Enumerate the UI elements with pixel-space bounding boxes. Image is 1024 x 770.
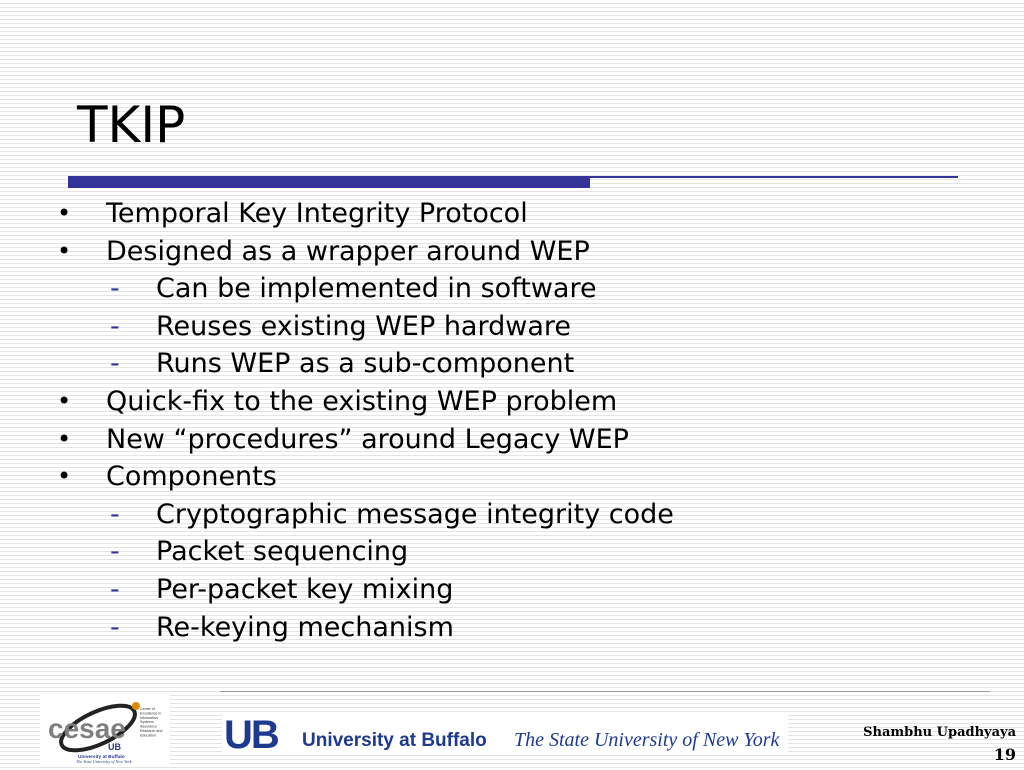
ub-mark: UB	[224, 715, 278, 755]
sub-bullet-item	[0, 571, 1024, 609]
cesae-logo-small-line: Assurance	[140, 724, 157, 729]
bullet-text: Per-packet key mixing	[156, 573, 454, 605]
bullet-list	[0, 195, 1024, 646]
sub-bullet-item	[0, 496, 1024, 534]
cesae-logo-small-line: Systems	[140, 720, 154, 725]
bullet-marker: •	[57, 462, 72, 491]
bullet-marker: •	[57, 424, 72, 453]
title-underline-thin	[590, 176, 958, 178]
bullet-text: Quick-fix to the existing WEP problem	[106, 385, 618, 417]
bullet-item	[0, 383, 1024, 421]
author-name: Shambhu Upadhyaya	[863, 725, 1016, 740]
bullet-text: Can be implemented in software	[156, 273, 597, 305]
dash-marker: -	[110, 498, 120, 530]
bullet-item	[0, 458, 1024, 496]
cesae-logo-small-line: Excellence in	[140, 711, 162, 716]
page-number: 19	[993, 745, 1016, 764]
bullet-item	[0, 421, 1024, 459]
cesae-logo-small-line: Center of	[140, 707, 155, 711]
footer-text	[863, 722, 1016, 766]
bullet-text: Packet sequencing	[156, 536, 409, 568]
bullet-text: Reuses existing WEP hardware	[156, 310, 571, 342]
bullet-item	[0, 195, 1024, 233]
cesae-logo	[40, 692, 170, 766]
svg-text:University at Buffalo: University at Buffalo	[78, 755, 125, 760]
bullet-text: Re-keying mechanism	[156, 611, 454, 643]
dash-marker: -	[110, 348, 120, 380]
ub-tagline: The State University of New York	[514, 729, 780, 751]
ub-name: University at Buffalo	[302, 730, 487, 751]
sub-bullet-item	[0, 270, 1024, 308]
cesae-logo-text: cesae	[48, 713, 126, 744]
slide-title: TKIP	[77, 96, 186, 154]
bullet-text: New “procedures” around Legacy WEP	[106, 423, 629, 455]
cesae-logo-graphic	[40, 692, 170, 766]
cesae-logo-small-line: Information	[140, 715, 158, 720]
ub-logo-graphic	[222, 715, 788, 755]
svg-text:UB: UB	[108, 742, 121, 752]
footer-divider	[220, 691, 990, 692]
cesae-logo-small-line: Education	[140, 733, 156, 738]
sub-bullet-item	[0, 308, 1024, 346]
dash-marker: -	[110, 273, 120, 305]
bullet-text: Components	[106, 461, 277, 493]
bullet-marker: •	[57, 386, 72, 415]
bullet-text: Designed as a wrapper around WEP	[106, 235, 590, 267]
bullet-item	[0, 233, 1024, 271]
dash-marker: -	[110, 536, 120, 568]
dash-marker: -	[110, 611, 120, 643]
bullet-marker: •	[57, 236, 72, 265]
sub-bullet-item	[0, 609, 1024, 647]
university-at-buffalo-logo	[222, 715, 788, 755]
bullet-text: Cryptographic message integrity code	[156, 498, 674, 530]
cesae-logo-small-line: Research and	[140, 729, 163, 733]
dash-marker: -	[110, 310, 120, 342]
title-underline-thick	[68, 176, 590, 188]
bullet-marker: •	[57, 199, 72, 227]
bullet-text: Temporal Key Integrity Protocol	[106, 198, 528, 229]
sub-bullet-item	[0, 533, 1024, 571]
svg-text:The State University of New Yo: The State University of New York	[76, 759, 132, 764]
bullet-text: Runs WEP as a sub-component	[156, 348, 575, 380]
dash-marker: -	[110, 573, 120, 605]
sub-bullet-item	[0, 345, 1024, 383]
